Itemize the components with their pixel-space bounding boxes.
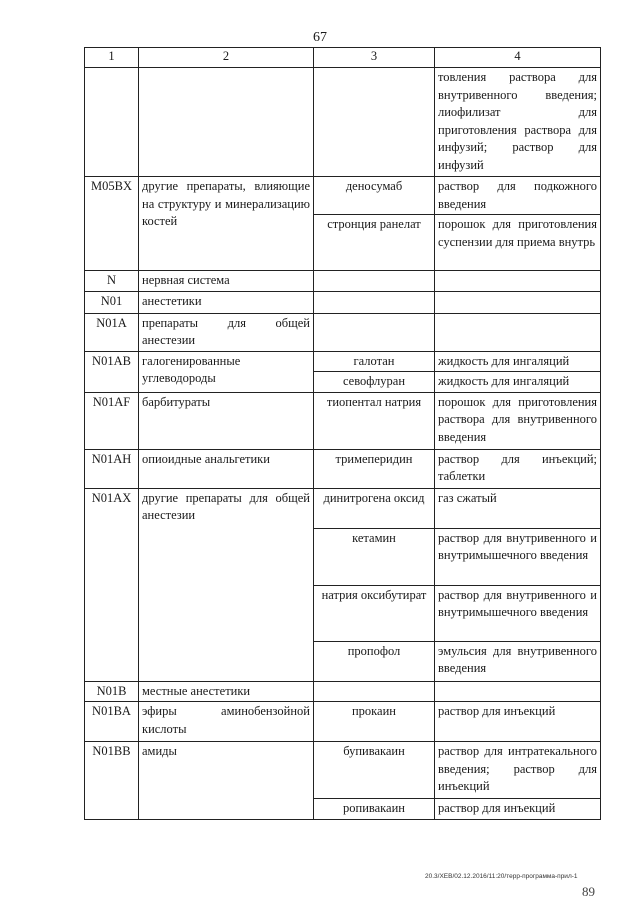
group-cell: другие препараты, влияющие на структуру и минерализацию костей [139,177,314,271]
inn-cell: прокаин [314,702,435,742]
atc-code-cell: N01A [85,313,139,351]
sheet-number: 89 [582,884,595,899]
group-cell: нервная система [139,271,314,292]
atc-code-cell: N [85,271,139,292]
dosage-form-cell: порошок для приготовления раствора для внутривенного введения [435,392,601,449]
dosage-form-cell: жидкость для ингаляций [435,372,601,393]
table-row [85,68,601,177]
table-row [85,702,601,742]
table-row [85,742,601,799]
group-cell: опиоидные анальгетики [139,449,314,488]
table-row [85,351,601,372]
group-cell: местные анестетики [139,681,314,702]
group-cell: барбитураты [139,392,314,449]
group-cell: другие препараты для общей анестезии [139,488,314,681]
inn-cell: натрия оксибутират [314,585,435,641]
table-row [85,488,601,528]
inn-cell: бупивакаин [314,742,435,799]
table-row [85,177,601,215]
dosage-form-cell: раствор для внутривенного и внутримышечного введения [435,585,601,641]
group-cell: препараты для общей анестезии [139,313,314,351]
dosage-form-cell: газ сжатый [435,488,601,528]
dosage-form-cell [435,681,601,702]
atc-code-cell: N01AH [85,449,139,488]
inn-cell: тримеперидин [314,449,435,488]
inn-cell [314,271,435,292]
group-cell [139,68,314,177]
inn-cell: галотан [314,351,435,372]
table-row [85,392,601,449]
atc-code-cell: N01 [85,291,139,313]
inn-cell: динитрогена оксид [314,488,435,528]
table-row [85,313,601,351]
atc-code-cell: N01AB [85,351,139,392]
inn-cell: пропофол [314,641,435,681]
atc-code-cell: N01B [85,681,139,702]
atc-code-cell: N01BB [85,742,139,820]
inn-cell: кетамин [314,528,435,585]
inn-cell: ропивакаин [314,799,435,820]
group-cell: эфиры аминобензойной кислоты [139,702,314,742]
dosage-form-cell [435,271,601,292]
dosage-form-cell: товления раствора для внутривенного введения; лиофилизат для приготовления раствора для инфузий; раствор для инфузий [435,68,601,177]
inn-cell [314,291,435,313]
inn-cell: деносумаб [314,177,435,215]
column-header-1: 1 [85,48,139,68]
dosage-form-cell: раствор для инъекций; таблетки [435,449,601,488]
page-number: 67 [313,30,327,45]
atc-code-cell: N01BA [85,702,139,742]
inn-cell [314,681,435,702]
table-header-row [85,48,601,68]
group-cell: галогенированные углеводороды [139,351,314,392]
table-row [85,291,601,313]
column-header-4: 4 [435,48,601,68]
dosage-form-cell [435,313,601,351]
atc-code-cell: N01AX [85,488,139,681]
table-row [85,681,601,702]
medicines-table [84,47,601,820]
inn-cell: стронция ранелат [314,215,435,271]
atc-code-cell: N01AF [85,392,139,449]
atc-code-cell: M05BX [85,177,139,271]
group-cell: анестетики [139,291,314,313]
dosage-form-cell: раствор для внутривенного и внутримышечного введения [435,528,601,585]
group-cell: амиды [139,742,314,820]
dosage-form-cell: порошок для приготовления суспензии для приема внутрь [435,215,601,271]
column-header-2: 2 [139,48,314,68]
atc-code-cell [85,68,139,177]
dosage-form-cell: эмульсия для внутривенного введения [435,641,601,681]
inn-cell: тиопентал натрия [314,392,435,449]
footer-reference: 20.3/XEB/02.12.2016/11:20/терр-программа-прил-1 [425,873,578,880]
dosage-form-cell: раствор для подкожного введения [435,177,601,215]
inn-cell: севофлуран [314,372,435,393]
dosage-form-cell: раствор для интратекального введения; раствор для инъекций [435,742,601,799]
table-row [85,449,601,488]
dosage-form-cell: раствор для инъекций [435,702,601,742]
inn-cell [314,313,435,351]
inn-cell [314,68,435,177]
dosage-form-cell [435,291,601,313]
dosage-form-cell: жидкость для ингаляций [435,351,601,372]
column-header-3: 3 [314,48,435,68]
dosage-form-cell: раствор для инъекций [435,799,601,820]
table-row [85,271,601,292]
